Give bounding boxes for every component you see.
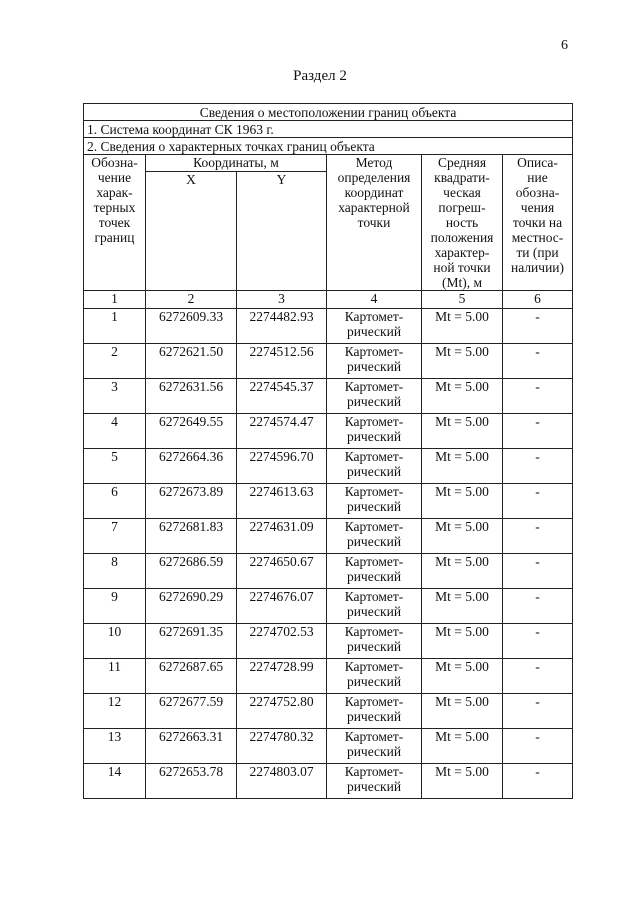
table-row	[84, 519, 573, 554]
header-line: границ	[94, 230, 135, 245]
method-line: Картомет-	[344, 309, 404, 324]
header-line: погреш-	[438, 200, 486, 215]
description-cell: -	[503, 449, 573, 484]
method-line: рический	[346, 569, 402, 584]
method-line: Картомет-	[344, 659, 404, 674]
error-cell: Mt = 5.00	[422, 624, 503, 659]
method-line: Картомет-	[344, 519, 404, 534]
method-cell	[327, 379, 422, 414]
column-number: 4	[327, 291, 422, 309]
boundary-points-table	[83, 103, 573, 799]
method-line: рический	[346, 464, 402, 479]
header-line: харак-	[96, 185, 133, 200]
table-row	[84, 764, 573, 799]
table-row	[84, 729, 573, 764]
y-coordinate-cell: 2274780.32	[237, 729, 327, 764]
x-coordinate-cell: 6272649.55	[146, 414, 237, 449]
y-coordinate-cell: 2274803.07	[237, 764, 327, 799]
header-x: X	[146, 172, 237, 291]
method-line: рический	[346, 674, 402, 689]
header-line: точек	[98, 215, 131, 230]
description-cell: -	[503, 659, 573, 694]
method-line: рический	[346, 499, 402, 514]
table-row	[84, 414, 573, 449]
method-cell	[327, 694, 422, 729]
table-row	[84, 659, 573, 694]
table-subtitle: 2. Сведения о характерных точках границ объекта	[84, 138, 573, 155]
point-number-cell: 7	[84, 519, 146, 554]
method-line: Картомет-	[344, 694, 404, 709]
table-row	[84, 589, 573, 624]
table-row	[84, 309, 573, 344]
y-coordinate-cell: 2274574.47	[237, 414, 327, 449]
method-cell	[327, 554, 422, 589]
header-line: Средняя	[437, 155, 487, 170]
error-cell: Mt = 5.00	[422, 379, 503, 414]
header-line: положения	[430, 230, 494, 245]
header-line: характерной	[338, 200, 410, 215]
point-number-cell: 1	[84, 309, 146, 344]
method-line: Картомет-	[344, 764, 404, 779]
header-line: точки на	[512, 215, 563, 230]
method-line: рический	[346, 779, 402, 794]
method-line: рический	[346, 324, 402, 339]
method-line: рический	[346, 359, 402, 374]
header-line: ческая	[443, 185, 481, 200]
error-cell: Mt = 5.00	[422, 554, 503, 589]
method-line: рический	[346, 709, 402, 724]
header-error	[422, 155, 503, 291]
x-coordinate-cell: 6272687.65	[146, 659, 237, 694]
section-title: Раздел 2	[293, 68, 347, 84]
point-number-cell: 2	[84, 344, 146, 379]
x-coordinate-cell: 6272653.78	[146, 764, 237, 799]
error-cell: Mt = 5.00	[422, 414, 503, 449]
header-point	[84, 155, 146, 291]
method-cell	[327, 764, 422, 799]
description-cell: -	[503, 379, 573, 414]
method-line: рический	[346, 429, 402, 444]
header-line: определения	[337, 170, 411, 185]
header-line: ность	[445, 215, 479, 230]
header-line: ти (при	[516, 245, 559, 260]
y-coordinate-cell: 2274613.63	[237, 484, 327, 519]
coordinate-system: 1. Система координат СК 1963 г.	[84, 121, 573, 138]
x-coordinate-cell: 6272691.35	[146, 624, 237, 659]
method-cell	[327, 659, 422, 694]
method-line: рический	[346, 604, 402, 619]
column-number: 2	[146, 291, 237, 309]
header-line: (Mt), м	[441, 275, 483, 290]
point-number-cell: 4	[84, 414, 146, 449]
header-line: характер-	[434, 245, 490, 260]
y-coordinate-cell: 2274512.56	[237, 344, 327, 379]
x-coordinate-cell: 6272664.36	[146, 449, 237, 484]
x-coordinate-cell: 6272681.83	[146, 519, 237, 554]
header-line: обозна-	[515, 185, 560, 200]
error-cell: Mt = 5.00	[422, 694, 503, 729]
point-number-cell: 11	[84, 659, 146, 694]
error-cell: Mt = 5.00	[422, 764, 503, 799]
error-cell: Mt = 5.00	[422, 449, 503, 484]
method-line: Картомет-	[344, 554, 404, 569]
point-number-cell: 8	[84, 554, 146, 589]
description-cell: -	[503, 764, 573, 799]
point-number-cell: 12	[84, 694, 146, 729]
x-coordinate-cell: 6272621.50	[146, 344, 237, 379]
point-number-cell: 9	[84, 589, 146, 624]
column-number: 6	[503, 291, 573, 309]
header-line: ной точки	[433, 260, 491, 275]
method-line: Картомет-	[344, 624, 404, 639]
y-coordinate-cell: 2274702.53	[237, 624, 327, 659]
y-coordinate-cell: 2274596.70	[237, 449, 327, 484]
method-line: рический	[346, 744, 402, 759]
method-line: Картомет-	[344, 449, 404, 464]
method-cell	[327, 414, 422, 449]
point-number-cell: 5	[84, 449, 146, 484]
header-line: терных	[93, 200, 136, 215]
error-cell: Mt = 5.00	[422, 484, 503, 519]
table-row	[84, 554, 573, 589]
method-line: рический	[346, 394, 402, 409]
method-line: Картомет-	[344, 589, 404, 604]
method-line: рический	[346, 639, 402, 654]
table-row	[84, 344, 573, 379]
header-coordinates: Координаты, м	[146, 155, 327, 172]
description-cell: -	[503, 309, 573, 344]
table-title: Сведения о местоположении границ объекта	[84, 104, 573, 121]
x-coordinate-cell: 6272677.59	[146, 694, 237, 729]
method-line: Картомет-	[344, 379, 404, 394]
point-number-cell: 3	[84, 379, 146, 414]
description-cell: -	[503, 414, 573, 449]
method-line: Картомет-	[344, 729, 404, 744]
point-number-cell: 6	[84, 484, 146, 519]
y-coordinate-cell: 2274545.37	[237, 379, 327, 414]
method-cell	[327, 624, 422, 659]
method-cell	[327, 344, 422, 379]
y-coordinate-cell: 2274631.09	[237, 519, 327, 554]
header-line: Метод	[355, 155, 393, 170]
point-number-cell: 10	[84, 624, 146, 659]
table-row	[84, 694, 573, 729]
column-number: 5	[422, 291, 503, 309]
description-cell: -	[503, 589, 573, 624]
method-cell	[327, 484, 422, 519]
column-number: 3	[237, 291, 327, 309]
description-cell: -	[503, 729, 573, 764]
method-cell	[327, 449, 422, 484]
table-row	[84, 484, 573, 519]
table-row	[84, 449, 573, 484]
page-number: 6	[561, 38, 568, 53]
error-cell: Mt = 5.00	[422, 589, 503, 624]
header-line: точки	[357, 215, 391, 230]
header-y: Y	[237, 172, 327, 291]
y-coordinate-cell: 2274752.80	[237, 694, 327, 729]
error-cell: Mt = 5.00	[422, 659, 503, 694]
description-cell: -	[503, 624, 573, 659]
method-cell	[327, 589, 422, 624]
error-cell: Mt = 5.00	[422, 309, 503, 344]
header-line: чения	[520, 200, 555, 215]
header-line: Обозна-	[91, 155, 138, 170]
x-coordinate-cell: 6272609.33	[146, 309, 237, 344]
error-cell: Mt = 5.00	[422, 344, 503, 379]
method-cell	[327, 309, 422, 344]
x-coordinate-cell: 6272663.31	[146, 729, 237, 764]
header-line: чение	[97, 170, 132, 185]
table-row	[84, 379, 573, 414]
y-coordinate-cell: 2274728.99	[237, 659, 327, 694]
y-coordinate-cell: 2274676.07	[237, 589, 327, 624]
description-cell: -	[503, 484, 573, 519]
header-line: ние	[527, 170, 548, 185]
method-line: Картомет-	[344, 484, 404, 499]
y-coordinate-cell: 2274482.93	[237, 309, 327, 344]
header-method	[327, 155, 422, 291]
method-line: рический	[346, 534, 402, 549]
x-coordinate-cell: 6272631.56	[146, 379, 237, 414]
header-line: координат	[344, 185, 404, 200]
table-row	[84, 624, 573, 659]
method-line: Картомет-	[344, 414, 404, 429]
error-cell: Mt = 5.00	[422, 519, 503, 554]
point-number-cell: 14	[84, 764, 146, 799]
x-coordinate-cell: 6272673.89	[146, 484, 237, 519]
y-coordinate-cell: 2274650.67	[237, 554, 327, 589]
header-description	[503, 155, 573, 291]
header-line: наличии)	[510, 260, 565, 275]
description-cell: -	[503, 694, 573, 729]
column-number: 1	[84, 291, 146, 309]
header-line: Описа-	[517, 155, 558, 170]
column-number-row	[84, 291, 573, 309]
point-number-cell: 13	[84, 729, 146, 764]
description-cell: -	[503, 519, 573, 554]
method-cell	[327, 729, 422, 764]
method-line: Картомет-	[344, 344, 404, 359]
x-coordinate-cell: 6272686.59	[146, 554, 237, 589]
description-cell: -	[503, 554, 573, 589]
header-line: местнос-	[511, 230, 564, 245]
header-line: квадрати-	[434, 170, 490, 185]
description-cell: -	[503, 344, 573, 379]
error-cell: Mt = 5.00	[422, 729, 503, 764]
x-coordinate-cell: 6272690.29	[146, 589, 237, 624]
method-cell	[327, 519, 422, 554]
